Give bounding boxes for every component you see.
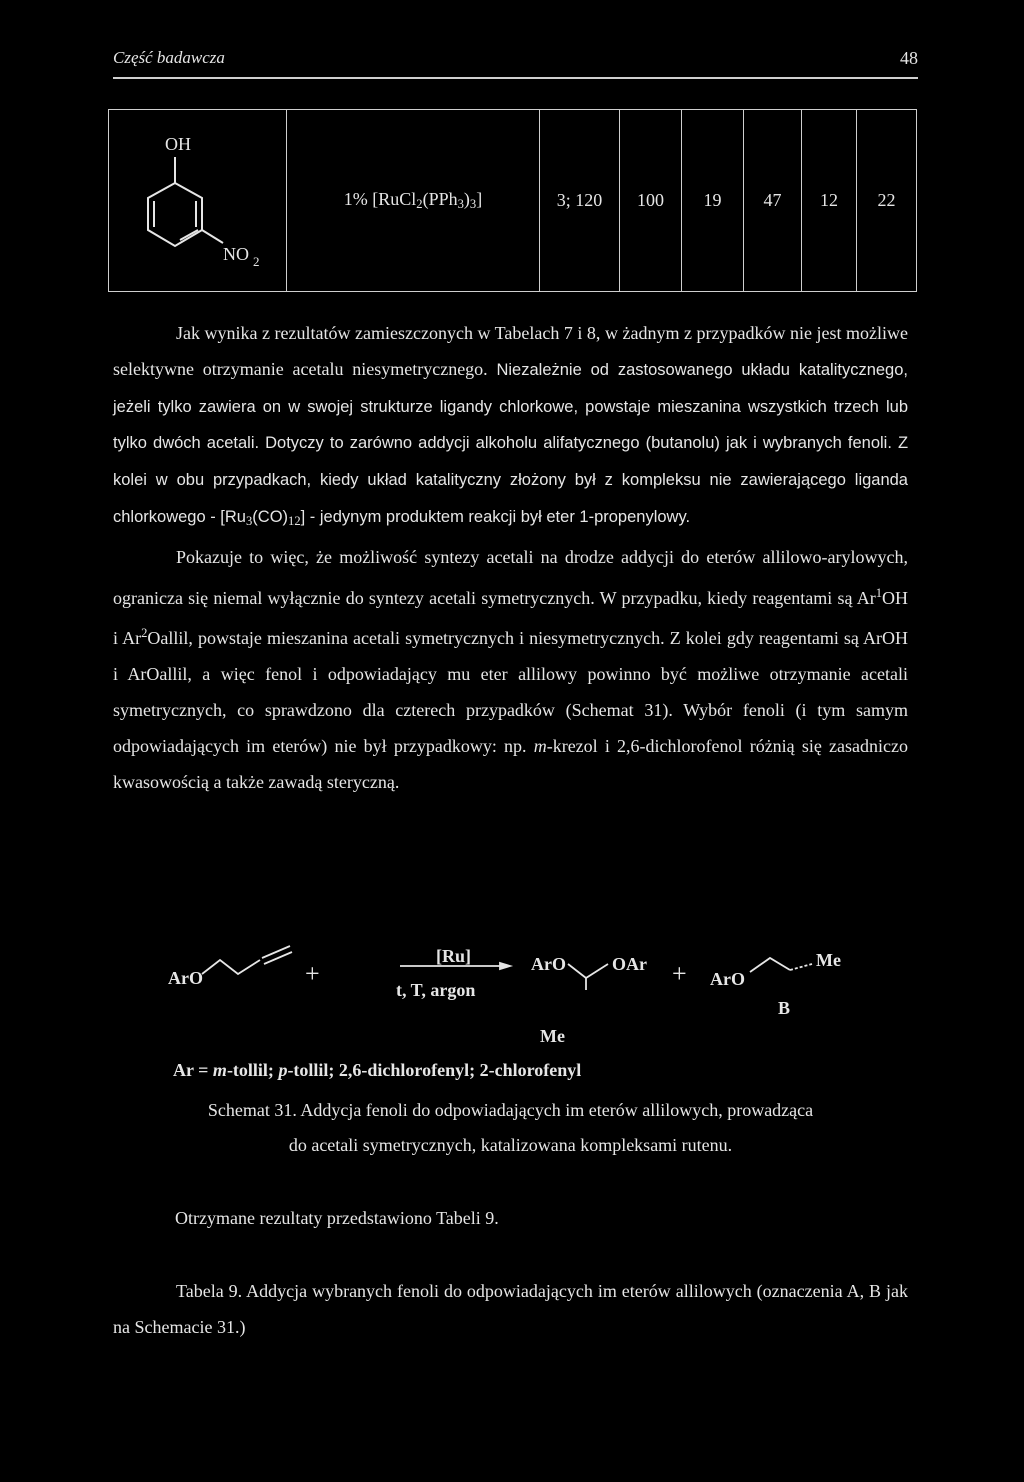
paragraph: Jak wynika z rezultatów zamieszczonych w Tabelach 7 i 8, w żadnym z przypadków nie jest możliwe selektywne otrzymanie acetalu niesymetrycznego. Niezależnie od zastosowanego układu katalitycznego, jeżeli tylko zawiera on w swojej strukturze ligandy chlorkowe, powstaje mieszanina wszystkich trzech lub tylko dwóch acetali. Dotyczy to zarówno addycji alkoholu alifatycznego (butanolu) jak i wybranych fenoli. Z kolei w obu przypadkach, kiedy układ katalityczny złożony był z kompleksu nie zawierającego liganda chlorkowego - $[Ru_3(CO)_{12}]$ - jedynym produktem reakcji był eter 1-propenylowy. — [113, 323, 909, 528]
caption-text: Tabela 9. Addycja wybranych fenoli do odpowiadających im eterów allilowych (oznaczenia A, B jak na Schemacie 31.) — [113, 1281, 908, 1337]
table-cell: 22 — [857, 110, 917, 292]
no2-subscript: 2 — [252, 254, 259, 269]
header-rule — [113, 77, 918, 79]
nitrophenol-structure — [110, 110, 286, 286]
table-caption — [113, 1273, 908, 1345]
caption-line: do acetali symetrycznych, katalizowana kompleksami rutenu. — [288, 1135, 733, 1155]
catalyst-label: [Ru] — [436, 946, 471, 966]
product-me-label: Me — [540, 1026, 565, 1046]
reactant-aro-label: ArO — [168, 968, 203, 988]
no2-label: NO — [222, 244, 249, 264]
oh-label: OH — [164, 134, 191, 154]
table-cell: 12 — [802, 110, 857, 292]
substrate-structure-cell — [109, 110, 287, 292]
page-header — [113, 48, 918, 70]
table-cell: 47 — [744, 110, 802, 292]
table-row — [109, 110, 917, 292]
b-label: B — [778, 998, 791, 1018]
table-cell: 19 — [682, 110, 744, 292]
product-oar-label: OAr — [612, 954, 647, 974]
table-cell: 3; 120 — [540, 110, 620, 292]
scheme-caption — [113, 1093, 908, 1163]
reaction-scheme — [150, 930, 870, 1050]
plus-sign: + — [672, 959, 687, 988]
caption-line: Schemat 31. Addycja fenoli do odpowiadających im eterów allilowych, prowadząca — [207, 1100, 814, 1120]
b-aro-label: ArO — [710, 969, 745, 989]
body-text — [113, 316, 908, 800]
results-table — [108, 109, 917, 292]
conditions-label: t, T, argon — [396, 980, 476, 1000]
catalyst-cell: 1% $[RuCl_2(PPh_3)_3]$ — [287, 110, 540, 292]
running-title: Część badawcza — [113, 48, 225, 67]
benzene-ring — [148, 157, 223, 246]
plus-sign: + — [305, 959, 320, 988]
ar-definition: Ar = m-tollil; p-tollil; 2,6-dichlorofenyl; 2-chlorofenyl — [173, 1060, 582, 1080]
results-intro: Otrzymane rezultaty przedstawiono Tabeli 9. — [175, 1208, 499, 1228]
page-number: 48 — [900, 48, 918, 68]
b-me-label: Me — [816, 950, 841, 970]
product-aro-label: ArO — [531, 954, 566, 974]
table-cell: 100 — [620, 110, 682, 292]
paragraph: Pokazuje to więc, że możliwość syntezy acetali na drodze addycji do eterów allilowo-arylowych, ogranicza się niemal wyłącznie do syntezy acetali symetrycznych. W przypadku, kiedy reagentami są Ar$^1$OH i Ar$^2$Oallil, powstaje mieszanina acetali symetrycznych i niesymetrycznych. Z kolei gdy reagentami są ArOH i ArOallil, a więc fenol i odpowiadający mu eter allilowy powinno być możliwe otrzymanie acetali symetrycznych, co sprawdzono dla czterech przypadków (Schemat 31). Wybór fenoli (i tym samym odpowiadających im eterów) nie był przypadkowy: np. m-krezol i 2,6-dichlorofenol różnią się zasadniczo kwasowością a także zawadą steryczną. — [113, 546, 908, 792]
